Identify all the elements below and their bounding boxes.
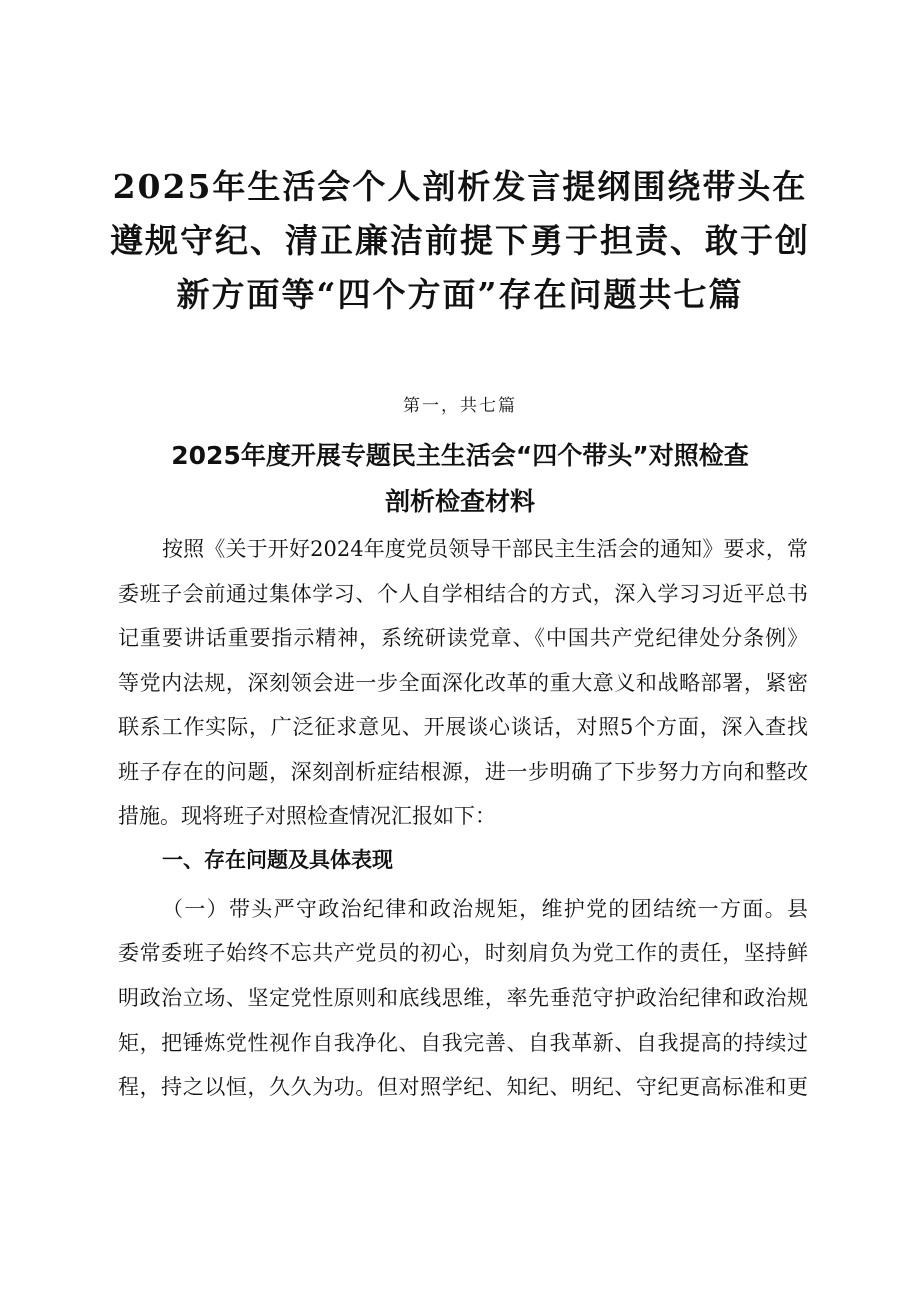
subtitle-line-1: 2025年度开展专题民主生活会“四个带头”对照检查	[171, 441, 749, 470]
section-heading: 一、存在问题及具体表现	[162, 848, 393, 872]
subtitle-line-2: 剖析检查材料	[384, 487, 535, 516]
main-title-line-1: 2025年生活会个人剖析发言提纲围绕带头在	[112, 167, 808, 206]
paragraph1-line: 班子存在的问题，深刻剖析症结根源，进一步明确了下步努力方向和整改	[118, 760, 808, 784]
section-marker: 第一，共七篇	[403, 396, 517, 416]
main-title-line-3: 新方面等“四个方面”存在问题共七篇	[176, 275, 744, 314]
paragraph2-line: 明政治立场、坚定党性原则和底线思维，率先垂范守护政治纪律和政治规	[118, 986, 808, 1010]
paragraph1-line: 措施。现将班子对照检查情况汇报如下：	[118, 804, 496, 828]
paragraph2-line: 委常委班子始终不忘共产党员的初心，时刻肩负为党工作的责任，坚持鲜	[118, 941, 808, 965]
paragraph1-line: 按照《关于开好2024年度党员领导干部民主生活会的通知》要求，常	[162, 537, 808, 561]
paragraph2-line: （一）带头严守政治纪律和政治规矩，维护党的团结统一方面。县	[162, 897, 808, 921]
main-title-line-2: 遵规守纪、清正廉洁前提下勇于担责、敢于创	[110, 221, 810, 260]
paragraph1-line: 联系工作实际，广泛征求意见、开展谈心谈话，对照5个方面，深入查找	[118, 715, 808, 739]
paragraph2-line: 矩，把锤炼党性视作自我净化、自我完善、自我革新、自我提高的持续过	[118, 1031, 808, 1055]
paragraph2-line: 程，持之以恒，久久为功。但对照学纪、知纪、明纪、守纪更高标准和更	[118, 1075, 808, 1099]
paragraph1-line: 委班子会前通过集体学习、个人自学相结合的方式，深入学习习近平总书	[118, 582, 808, 606]
paragraph1-line: 等党内法规，深刻领会进一步全面深化改革的重大意义和战略部署，紧密	[118, 671, 808, 695]
paragraph1-line: 记重要讲话重要指示精神，系统研读党章、《中国共产党纪律处分条例》	[118, 626, 808, 650]
